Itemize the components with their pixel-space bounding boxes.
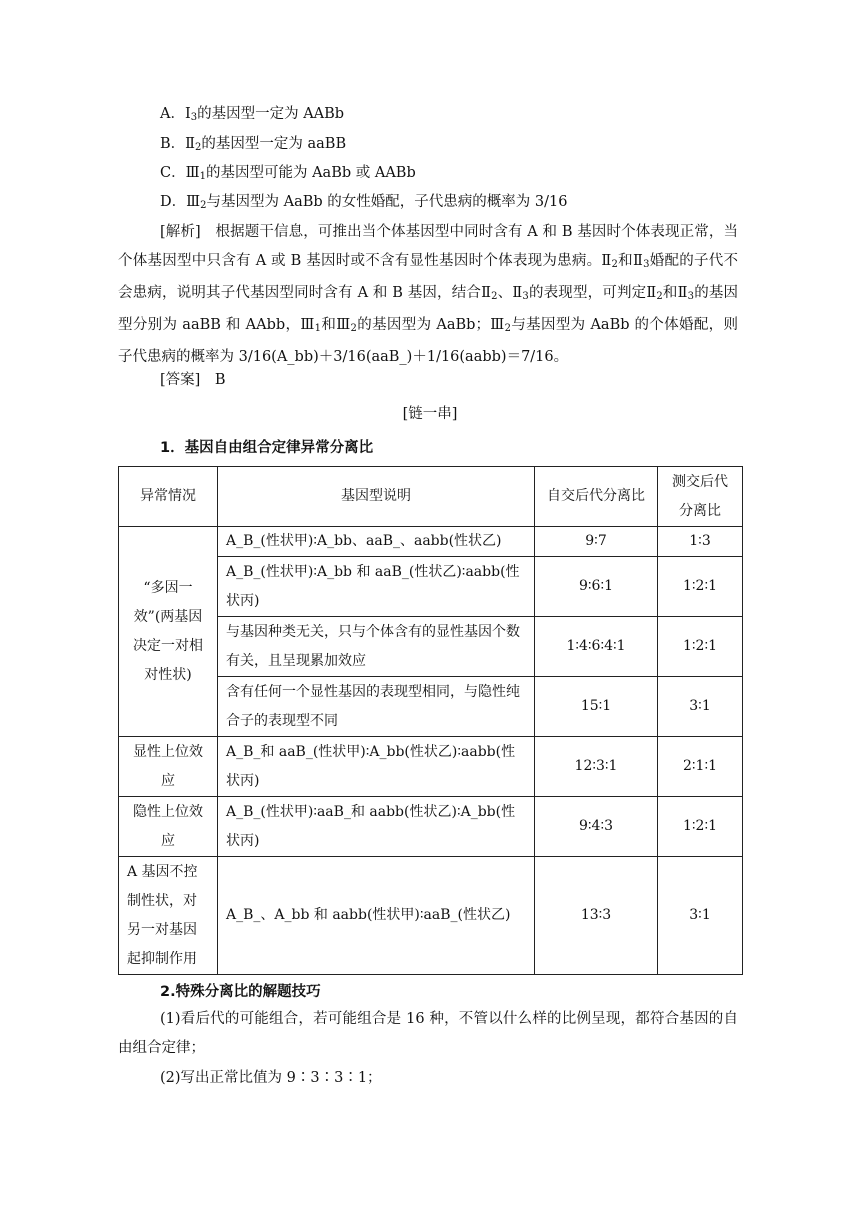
table-cell-self: 1∶4∶6∶4∶1 (535, 617, 658, 677)
table-row (119, 797, 743, 857)
table-header-cell: 基因型说明 (218, 467, 535, 527)
heading-2: 2.特殊分离比的解题技巧 (160, 984, 321, 1000)
table-cell-condition: 隐性上位效应 (119, 797, 218, 857)
table-cell-desc: 与基因种类无关，只与个体含有的显性基因个数有关，且呈现累加效应 (218, 617, 535, 677)
table-cell-test: 3∶1 (658, 857, 743, 975)
table-cell-condition: “多因一效”(两基因决定一对相对性状) (119, 527, 218, 737)
table-cell-desc: 含有任何一个显性基因的表现型相同，与隐性纯合子的表现型不同 (218, 677, 535, 737)
table-cell-condition: A 基因不控制性状，对另一对基因起抑制作用 (119, 857, 218, 975)
table-row (119, 857, 743, 975)
table-cell-self: 9∶4∶3 (535, 797, 658, 857)
table-cell-self: 9∶7 (535, 527, 658, 557)
analysis-label: [解析] (160, 224, 201, 240)
table-cell-desc: A_B_(性状甲)∶A_bb、aaB_、aabb(性状乙) (218, 527, 535, 557)
section-title: [链一串] (402, 406, 458, 422)
analysis-paragraph: [解析] 根据题干信息，可推出当个体基因型中同时含有 A 和 B 基因时个体表现正常，当个体基因型中只含有 A 或 B 基因时或不含有显性基因时个体表现为患病。$Ⅱ_2$和$Ⅱ_3$婚配的子代不会患病，说明其子代基因型同时含有 A 和 B 基因，结合$Ⅱ_2$、$Ⅱ_3$的表现型，可判定$Ⅱ_2$和$Ⅱ_3$的基因型分别为 aaBB 和 AAbb，$Ⅲ_1$和$Ⅲ_2$的基因型为 AaBb；$Ⅲ_2$与基因型为 AaBb 的个体婚配，则子代患病的概率为 3/16(A_bb)＋3/16(aaB_)＋1/16(aabb)＝7/16。 (118, 224, 739, 365)
answer-value: B (214, 372, 226, 388)
table-cell-self: 12∶3∶1 (535, 737, 658, 797)
answer-line (160, 370, 225, 390)
table-cell-desc: A_B_(性状甲)∶A_bb 和 aaB_(性状乙)∶aabb(性状丙) (218, 557, 535, 617)
heading-1: 1．基因自由组合定律异常分离比 (160, 440, 374, 456)
option-b: B．$Ⅱ_2$的基因型一定为 aaBB (160, 136, 347, 153)
table-cell-test: 2∶1∶1 (658, 737, 743, 797)
table-row (119, 527, 743, 557)
table-cell-self: 13∶3 (535, 857, 658, 975)
tip-2: (2)写出正常比值为 9∶3∶3∶1； (160, 1070, 382, 1086)
table-cell-test: 1∶3 (658, 527, 743, 557)
table-cell-test: 1∶2∶1 (658, 617, 743, 677)
table-cell-self: 9∶6∶1 (535, 557, 658, 617)
table-row (119, 737, 743, 797)
table-cell-desc: A_B_、A_bb 和 aabb(性状甲)∶aaB_(性状乙) (218, 857, 535, 975)
table-header-cell: 测交后代分离比 (658, 467, 743, 527)
separation-ratio-table (118, 466, 743, 975)
option-a: A．$Ⅰ_3$的基因型一定为 AABb (160, 106, 345, 123)
option-c: C．$Ⅲ_1$的基因型可能为 AaBb 或 AABb (160, 165, 416, 182)
table-header-cell: 异常情况 (119, 467, 218, 527)
option-d: D．$Ⅲ_2$与基因型为 AaBb 的女性婚配，子代患病的概率为 3/16 (160, 194, 568, 211)
table-header-row (119, 467, 743, 527)
table-cell-test: 3∶1 (658, 677, 743, 737)
table-cell-test: 1∶2∶1 (658, 557, 743, 617)
table-cell-desc: A_B_(性状甲)∶aaB_和 aabb(性状乙)∶A_bb(性状丙) (218, 797, 535, 857)
answer-label: [答案] (160, 372, 201, 388)
table-cell-condition: 显性上位效应 (119, 737, 218, 797)
table-header-cell: 自交后代分离比 (535, 467, 658, 527)
tip-1: (1)看后代的可能组合，若可能组合是 16 种，不管以什么样的比例呈现，都符合基因的自由组合定律； (118, 1011, 738, 1056)
table-cell-self: 15∶1 (535, 677, 658, 737)
table-cell-desc: A_B_和 aaB_(性状甲)∶A_bb(性状乙)∶aabb(性状丙) (218, 737, 535, 797)
table-cell-test: 1∶2∶1 (658, 797, 743, 857)
